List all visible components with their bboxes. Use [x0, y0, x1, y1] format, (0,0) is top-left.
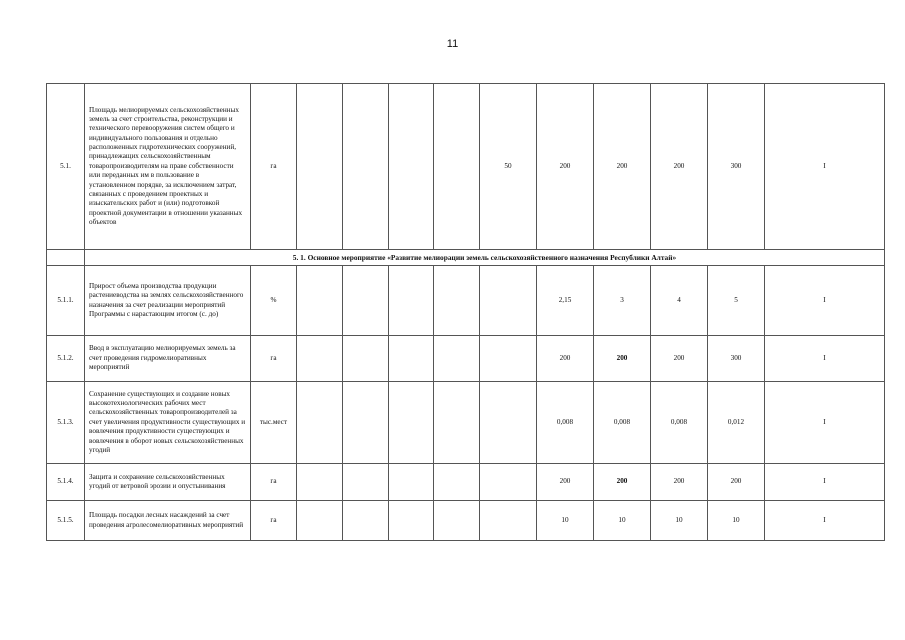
value-cell: I [765, 84, 885, 250]
value-cell [480, 501, 537, 541]
value-cell [434, 336, 480, 382]
value-cell [297, 266, 343, 336]
value-cell: 0,008 [537, 382, 594, 464]
unit-cell: га [251, 336, 297, 382]
value-cell [434, 84, 480, 250]
page-number: 11 [446, 38, 459, 50]
indicator-description: Ввод в эксплуатацию мелиорируемых земель за счет проведения гидромелиоративных мероприятий [85, 336, 251, 382]
row-number: 5.1. [47, 84, 85, 250]
section-row [47, 250, 885, 266]
value-cell: 0,008 [651, 382, 708, 464]
value-cell [389, 464, 434, 501]
value-cell: I [765, 382, 885, 464]
indicator-description: Сохранение существующих и создание новых высокотехнологических рабочих мест сельскохозяйственных товаропроизводителей за счет увеличения продуктивности существующих и вовлечения продуктивности существующих и вовлечения в оборот новых сельскохозяйственных угодий [85, 382, 251, 464]
section-title: 5. 1. Основное мероприятие «Развитие мелиорации земель сельскохозяйственного назначения Республики Алтай» [85, 250, 885, 266]
value-cell: 300 [708, 84, 765, 250]
value-cell [480, 382, 537, 464]
value-cell: 200 [708, 464, 765, 501]
value-cell: 0,012 [708, 382, 765, 464]
value-cell: I [765, 501, 885, 541]
value-cell: 200 [594, 464, 651, 501]
value-cell [297, 382, 343, 464]
value-cell: 4 [651, 266, 708, 336]
table-row [47, 464, 885, 501]
value-cell [480, 464, 537, 501]
table-row [47, 84, 885, 250]
value-cell: 200 [537, 336, 594, 382]
value-cell [389, 382, 434, 464]
value-cell: I [765, 266, 885, 336]
row-number: 5.1.5. [47, 501, 85, 541]
value-cell [434, 464, 480, 501]
value-cell: I [765, 464, 885, 501]
table-row [47, 501, 885, 541]
value-cell [297, 464, 343, 501]
value-cell: 3 [594, 266, 651, 336]
section-number-cell [47, 250, 85, 266]
indicators-table [46, 83, 885, 541]
value-cell [297, 336, 343, 382]
value-cell [343, 501, 389, 541]
row-number: 5.1.2. [47, 336, 85, 382]
value-cell: 200 [537, 464, 594, 501]
value-cell: 10 [708, 501, 765, 541]
unit-cell: га [251, 464, 297, 501]
value-cell: 200 [651, 464, 708, 501]
value-cell [297, 84, 343, 250]
value-cell: 300 [708, 336, 765, 382]
value-cell [343, 84, 389, 250]
table-row [47, 266, 885, 336]
value-cell [389, 336, 434, 382]
table-row [47, 336, 885, 382]
value-cell: 10 [594, 501, 651, 541]
value-cell: 2,15 [537, 266, 594, 336]
value-cell [480, 336, 537, 382]
value-cell: 10 [651, 501, 708, 541]
value-cell [389, 501, 434, 541]
value-cell [389, 266, 434, 336]
value-cell: 200 [537, 84, 594, 250]
value-cell [434, 382, 480, 464]
unit-cell: га [251, 501, 297, 541]
value-cell: 200 [594, 336, 651, 382]
value-cell: 10 [537, 501, 594, 541]
value-cell [343, 336, 389, 382]
indicator-description: Защита и сохранение сельскохозяйственных угодий от ветровой эрозии и опустынивания [85, 464, 251, 501]
value-cell [343, 464, 389, 501]
value-cell [343, 266, 389, 336]
value-cell: 200 [651, 336, 708, 382]
value-cell [480, 266, 537, 336]
row-number: 5.1.1. [47, 266, 85, 336]
table-row [47, 382, 885, 464]
value-cell [297, 501, 343, 541]
value-cell: I [765, 336, 885, 382]
indicator-description: Площадь посадки лесных насаждений за счет проведения агролесомелиоративных мероприятий [85, 501, 251, 541]
value-cell: 200 [651, 84, 708, 250]
value-cell [343, 382, 389, 464]
value-cell [434, 501, 480, 541]
value-cell: 5 [708, 266, 765, 336]
value-cell [434, 266, 480, 336]
row-number: 5.1.4. [47, 464, 85, 501]
unit-cell: га [251, 84, 297, 250]
value-cell: 50 [480, 84, 537, 250]
row-number: 5.1.3. [47, 382, 85, 464]
indicator-description: Площадь мелиорируемых сельскохозяйственных земель за счет строительства, реконструкции и технического перевооружения систем общего и индивидуального пользования и отдельно расположенных гидротехнических сооружений, принадлежащих сельскохозяйственным товаропроизводителям на праве собственности или переданных им в пользование в установленном порядке, за исключением затрат, связанных с проведением проектных и изыскательских работ и (или) подготовкой проектной документации в отношении указанных объектов [85, 84, 251, 250]
value-cell: 0,008 [594, 382, 651, 464]
unit-cell: тыс.мест [251, 382, 297, 464]
value-cell [389, 84, 434, 250]
value-cell: 200 [594, 84, 651, 250]
indicator-description: Прирост объема производства продукции растениеводства на землях сельскохозяйственного назначения за счет реализации мероприятий Программы с нарастающим итогом (c. до) [85, 266, 251, 336]
unit-cell: % [251, 266, 297, 336]
